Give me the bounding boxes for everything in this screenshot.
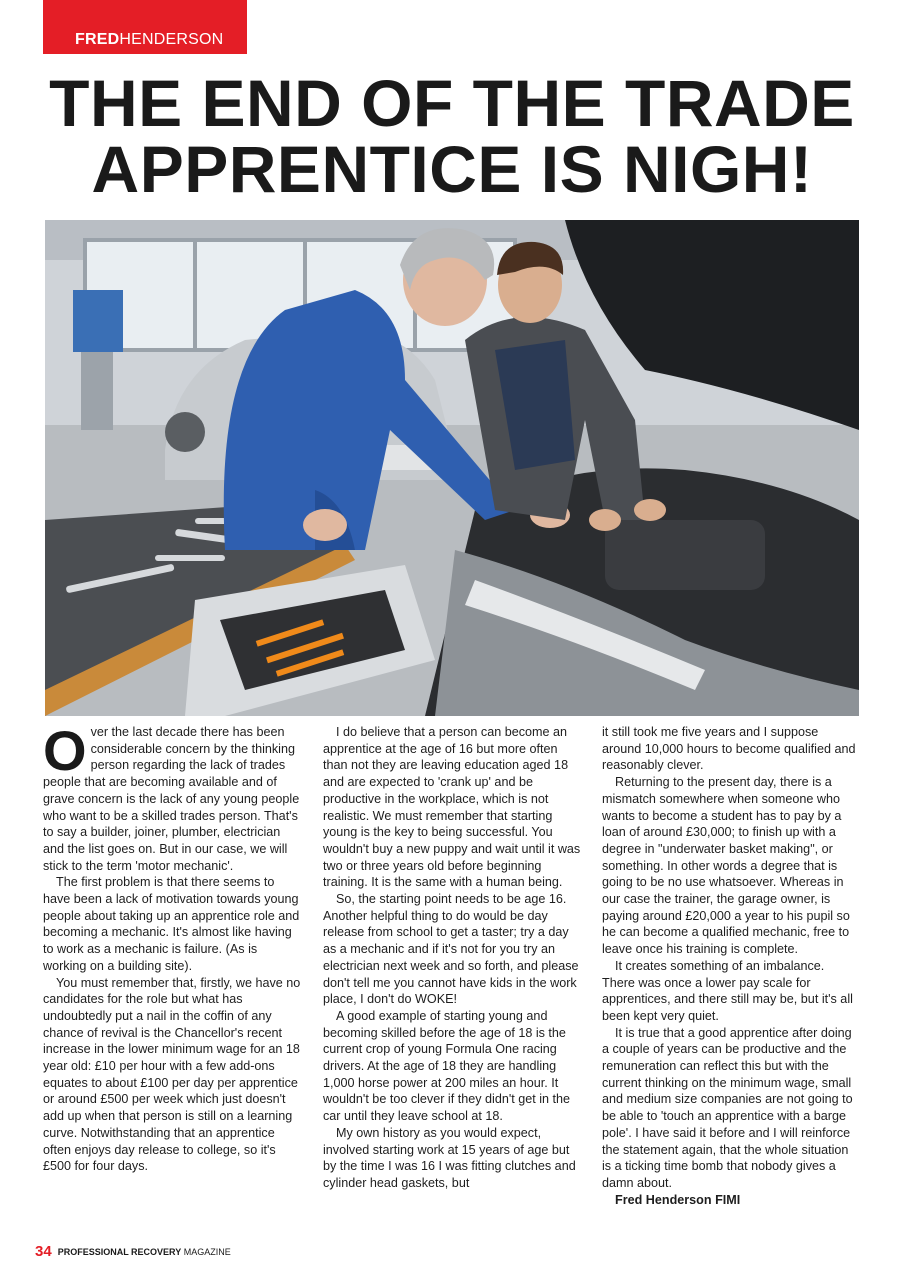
paragraph: So, the starting point needs to be age 16. Another helpful thing to do would be day release from school to get a taster; try a day as a mechanic and if it's not for you try an electrician next week and so forth, and please don't tell me you cannot have kids in the work place, I don't do WOKE! [323, 892, 579, 1007]
paragraph: The first problem is that there seems to have been a lack of motivation towards young people about taking up an apprentice role and becoming a mechanic. It's almost like having to work as a mechanic is failure. (As is working on a building site). [43, 875, 300, 973]
article-column-3 [602, 724, 860, 1208]
author-first-name: FRED [75, 31, 120, 48]
magazine-name: PROFESSIONAL RECOVERY [57, 1247, 182, 1257]
paragraph: It creates something of an imbalance. There was once a lower pay scale for apprentices, and there still may be, but it's all been kept very quiet. [602, 958, 853, 1023]
paragraph [43, 719, 301, 874]
mechanics-illustration [45, 220, 859, 716]
article-column-1 [43, 719, 301, 1175]
article-column-2 [323, 724, 581, 1192]
author-tag-text [75, 30, 223, 50]
author-last-name: HENDERSON [119, 31, 224, 48]
headline-line-1: THE END OF THE TRADE [49, 66, 855, 140]
magazine-suffix: MAGAZINE [183, 1247, 231, 1257]
paragraph: It is true that a good apprentice after doing a couple of years can be productive and the remuneration can reflect this but with the current thinking on the minimum wage, small and medium size companies are not going to be able to 'touch an apprentice with a barge pole'. I have said it before and I will reinforce the statement again, that the whole situation is a ticking time bomb that nobody gives a damn about. [602, 1025, 853, 1190]
article-photo [45, 220, 859, 716]
page-number: 34 [35, 1243, 52, 1260]
paragraph: My own history as you would expect, involved starting work at 15 years of age but by the time I was 16 I was fitting clutches and cylinder head gaskets, but [323, 1125, 576, 1190]
author-signature: Fred Henderson FIMI [615, 1192, 741, 1207]
paragraph: it still took me five years and I suppose around 10,000 hours to become qualified and reasonably clever. [602, 725, 856, 773]
paragraph: I do believe that a person can become an apprentice at the age of 16 but more often than not they are leaving education aged 18 and are expected to 'crank up' and be productive in the workplace, which is not realistic. We must remember that starting young is the key to being successful. You wouldn't buy a new puppy and wait until it was two or three years old before beginning training. It is the same with a human being. [323, 725, 581, 890]
paragraph: A good example of starting young and becoming skilled before the age of 18 is the current crop of young Formula One racing drivers. At the age of 18 they are handling 1,000 horse power at 200 miles an hour. It wouldn't be too clever if they didn't get in the car until they leave school at 18. [323, 1008, 571, 1124]
author-tag [43, 0, 247, 54]
headline-line-2: APPRENTICE IS NIGH! [91, 132, 813, 206]
headline [30, 66, 874, 206]
paragraph: You must remember that, firstly, we have no candidates for the role but what has undoubtedly put a nail in the coffin of any chance of revival is the Chancellor's recent increase in the lower minimum wage for an 18 year old: £10 per hour with a few add-ons equates to about £100 per day per apprentice or around £500 per week which just doesn't add up when that person is still on a learning curve. Notwithstanding that an apprentice often enjoys day release to college, so it's £500 for four days. [43, 975, 301, 1174]
page-footer [35, 1245, 231, 1259]
paragraph: Returning to the present day, there is a mismatch somewhere when someone who wants to become a student has to pay by a loan of around £30,000; to finish up with a degree in "underwater basket making", or something. In other words a degree that is going to be no use whatsoever. Whereas in our case the trainer, the garage owner, is paying around £20,000 a year to his pupil so he can become a qualified mechanic, free to leave once his training is complete. [602, 775, 850, 957]
drop-cap: O [43, 719, 87, 782]
paragraph-text: ver the last decade there has been considerable concern by the thinking person regarding the lack of trades people that are becoming available and of grave concern is the lack of any young people who want to be a skilled trades person. That's to say a builder, joiner, plumber, electrician and the list goes on. But in our case, we will stick to the term 'motor mechanic'. [43, 725, 300, 873]
